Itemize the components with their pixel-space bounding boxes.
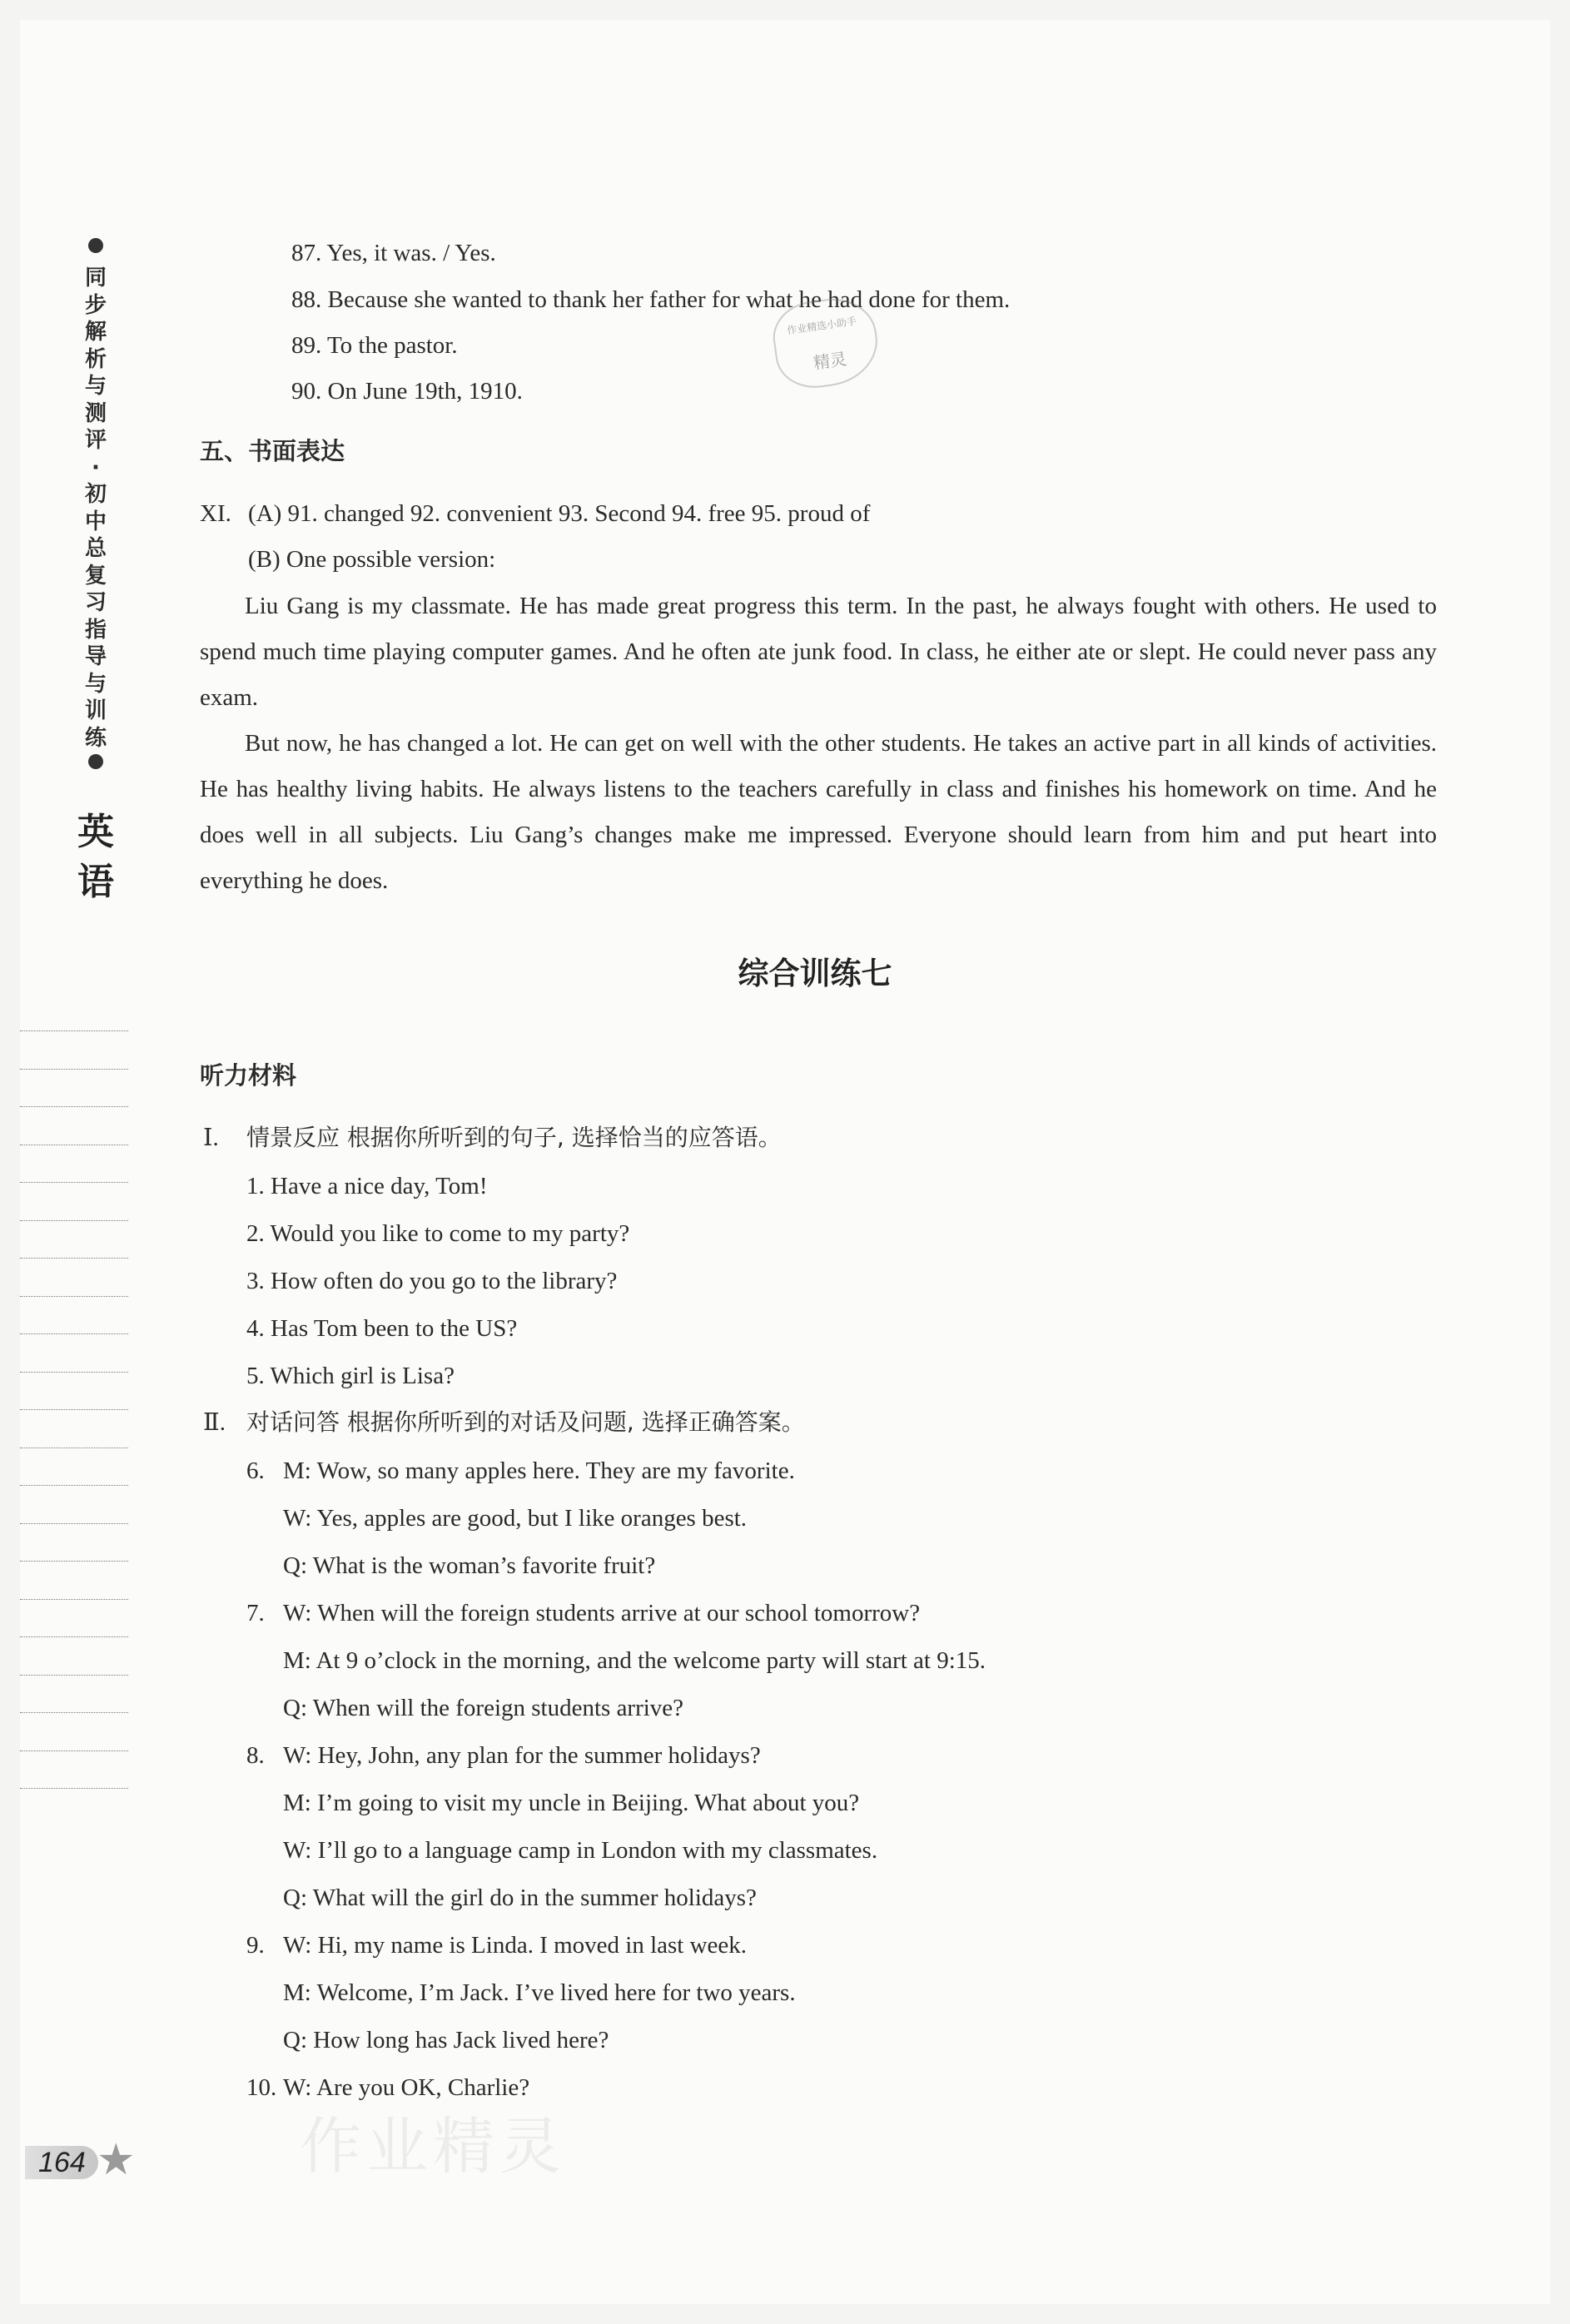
part1-instruction: 情景反应 根据你所听到的句子, 选择恰当的应答语。: [246, 1124, 782, 1151]
spine-note-lines: [20, 1030, 128, 1826]
answer-90: 90. On June 19th, 1910.: [291, 378, 523, 405]
essay-paragraph-2: But now, he has changed a lot. He can get on well with the other students. He takes an active part in all kinds of activities. He has healthy living habits. He always listens to the teachers carefully in class and finishes his homework on time. And he does well in all subjects. Liu Gang’s changes make me impressed. Everyone should learn from him and put heart into everything he does.: [200, 730, 1437, 894]
dialogue-10-line-1: W: Are you OK, Charlie?: [283, 2074, 530, 2101]
dialogue-9-line-2: M: Welcome, I’m Jack. I’ve lived here for two years.: [283, 1979, 796, 2006]
essay: [200, 583, 1437, 904]
part1-item-3: 3. How often do you go to the library?: [246, 1268, 618, 1294]
spine-top-dot: [88, 238, 103, 253]
dialogue-8-line-3: W: I’ll go to a language camp in London with my classmates.: [283, 1837, 878, 1864]
dialogue-8-number: 8.: [246, 1742, 265, 1769]
xi-a-answers: (A) 91. changed 92. convenient 93. Second 94. free 95. proud of: [248, 500, 871, 527]
dialogue-9-line-1: W: Hi, my name is Linda. I moved in last week.: [283, 1932, 748, 1959]
part1-label: Ⅰ.: [203, 1125, 219, 1151]
dialogue-8-line-1: W: Hey, John, any plan for the summer holidays?: [283, 1742, 761, 1769]
star-icon: ★: [97, 2137, 136, 2184]
watermark: 作业精灵: [300, 2111, 566, 2182]
dialogue-8-line-4: Q: What will the girl do in the summer holidays?: [283, 1885, 757, 1911]
part1-item-2: 2. Would you like to come to my party?: [246, 1220, 630, 1247]
dialogue-7-line-1: W: When will the foreign students arrive at our school tomorrow?: [283, 1600, 921, 1626]
dialogue-10-number: 10.: [246, 2074, 277, 2101]
spine-title: 同步解析与测评·初中总复习指导与训练: [84, 266, 107, 751]
xi-b-label: (B) One possible version:: [248, 546, 496, 573]
part2-label: Ⅱ.: [203, 1409, 226, 1436]
dialogue-9-number: 9.: [246, 1932, 265, 1959]
part2-instruction: 对话问答 根据你所听到的对话及问题, 选择正确答案。: [246, 1408, 805, 1436]
spine-subject: 英语: [77, 811, 114, 903]
xi-label: XI.: [200, 500, 231, 527]
stamp-line1: 作业精选小助手: [786, 315, 857, 337]
page-number-badge: [25, 2138, 142, 2184]
spine-bottom-dot: [88, 754, 103, 769]
part1-item-4: 4. Has Tom been to the US?: [246, 1315, 518, 1342]
dialogue-7-number: 7.: [246, 1600, 265, 1626]
spine: [0, 0, 158, 2324]
dialogue-6-line-1: M: Wow, so many apples here. They are my favorite.: [283, 1457, 795, 1484]
answer-87: 87. Yes, it was. / Yes.: [291, 240, 496, 266]
answer-88: 88. Because she wanted to thank her father for what he had done for them.: [291, 286, 1011, 313]
essay-paragraph-1: Liu Gang is my classmate. He has made great progress this term. In the past, he always fought with others. He used to spend much time playing computer games. And he often ate junk food. In class, he either ate or slept. He could never pass any exam.: [200, 593, 1437, 711]
dialogue-7-line-2: M: At 9 o’clock in the morning, and the welcome party will start at 9:15.: [283, 1647, 986, 1674]
listening-heading: 听力材料: [200, 1061, 297, 1090]
dialogue-7-line-3: Q: When will the foreign students arrive?: [283, 1695, 684, 1721]
page-number: 164: [38, 2147, 86, 2178]
stamp-line2: 精灵: [812, 348, 848, 374]
section-title: 综合训练七: [738, 956, 892, 991]
dialogue-6-line-3: Q: What is the woman’s favorite fruit?: [283, 1552, 656, 1579]
dialogue-6-line-2: W: Yes, apples are good, but I like oranges best.: [283, 1505, 748, 1532]
dialogue-6-number: 6.: [246, 1457, 265, 1484]
answer-89: 89. To the pastor.: [291, 332, 458, 359]
dialogue-8-line-2: M: I’m going to visit my uncle in Beijing. What about you?: [283, 1790, 860, 1816]
dialogue-9-line-3: Q: How long has Jack lived here?: [283, 2027, 609, 2053]
part1-item-1: 1. Have a nice day, Tom!: [246, 1173, 488, 1199]
part1-item-5: 5. Which girl is Lisa?: [246, 1363, 455, 1389]
writing-heading: 五、书面表达: [200, 437, 345, 465]
